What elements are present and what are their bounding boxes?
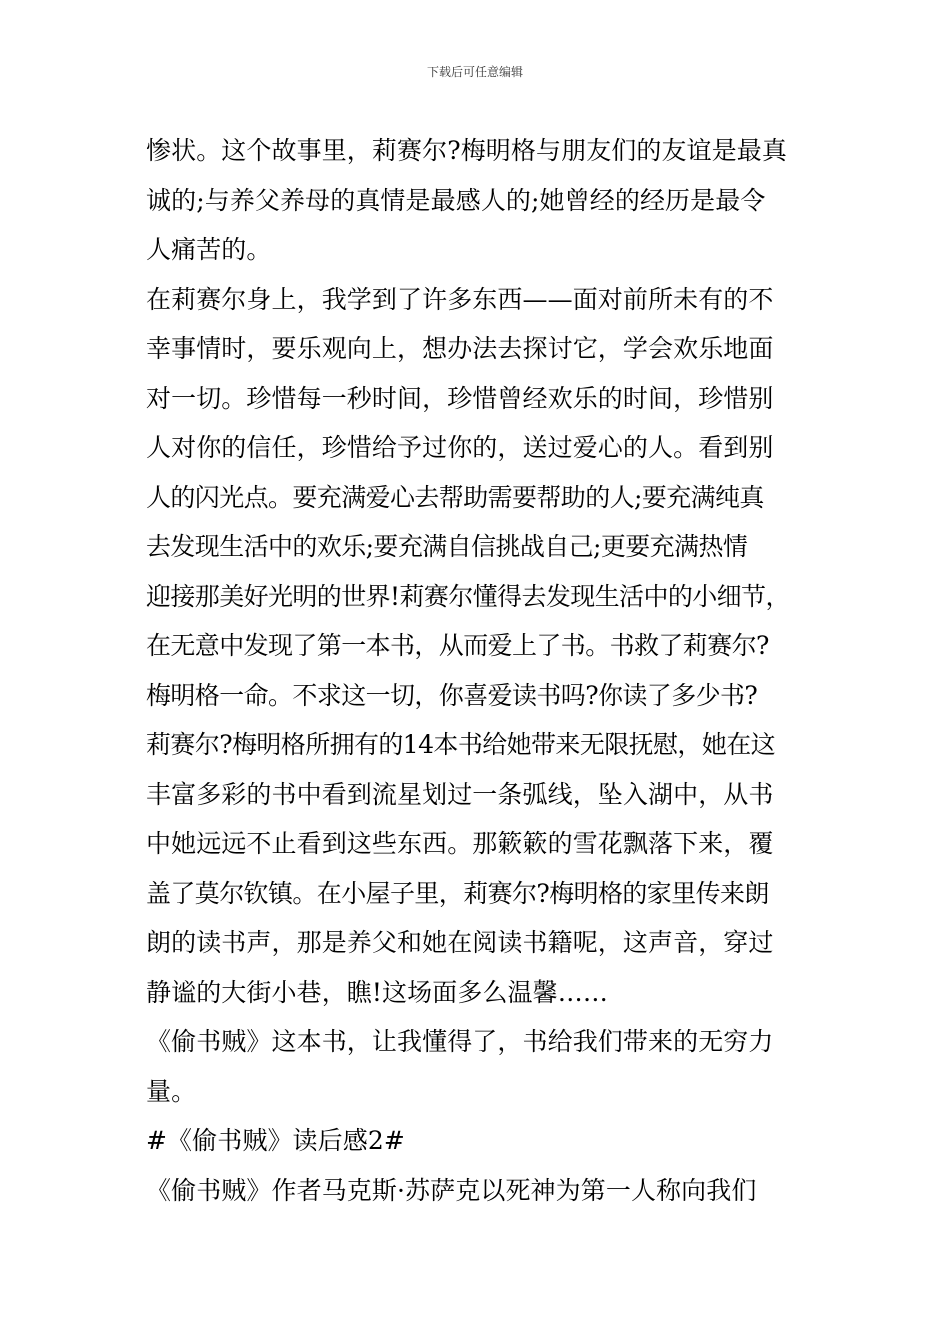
text-line: 人对你的信任，珍惜给予过你的，送过爱心的人。看到别	[146, 433, 774, 462]
text-line: 对一切。珍惜每一秒时间，珍惜曾经欢乐的时间，珍惜别	[146, 383, 774, 413]
text-line: 丰富多彩的书中看到流星划过一条弧线，坠入湖中，从书	[146, 779, 774, 809]
text-line: 莉赛尔?梅明格所拥有的14本书给她带来无限抚慰，她在这	[146, 730, 776, 759]
text-line: 迎接那美好光明的世界!莉赛尔懂得去发现生活中的小细节，	[146, 581, 790, 611]
text-line: 惨状。这个故事里，莉赛尔?梅明格与朋友们的友谊是最真	[146, 136, 788, 165]
text-line: 在莉赛尔身上，我学到了许多东西——面对前所未有的不	[146, 284, 774, 314]
text-line: 中她远远不止看到这些东西。那簌簌的雪花飘落下来，覆	[146, 829, 774, 858]
text-line: 人痛苦的。	[146, 235, 272, 264]
text-line: 去发现生活中的欢乐;要充满自信挑战自己;更要充满热情	[146, 532, 748, 561]
page-header: 下载后可任意编辑	[426, 65, 523, 79]
text-line: 在无意中发现了第一本书，从而爱上了书。书救了莉赛尔?	[146, 631, 769, 660]
text-line: 《偷书贼》作者马克斯·苏萨克以死神为第一人称向我们	[146, 1175, 757, 1205]
text-line: 幸事情时，要乐观向上，想办法去探讨它，学会欢乐地面	[146, 334, 774, 363]
document-body	[146, 126, 816, 1215]
text-line: 人的闪光点。要充满爱心去帮助需要帮助的人;要充满纯真	[146, 482, 764, 512]
text-line: 盖了莫尔钦镇。在小屋子里，莉赛尔?梅明格的家里传来朗	[146, 878, 769, 908]
text-line: 诚的;与养父养母的真情是最感人的;她曾经的经历是最令	[146, 185, 766, 215]
text-line: 朗的读书声，那是养父和她在阅读书籍呢，这声音，穿过	[146, 928, 774, 957]
section-heading: #《偷书贼》读后感2#	[146, 1126, 405, 1155]
text-line: 梅明格一命。不求这一切，你喜爱读书吗?你读了多少书?	[146, 680, 758, 710]
text-line: 《偷书贼》这本书，让我懂得了，书给我们带来的无穷力	[146, 1027, 774, 1056]
text-line: 量。	[146, 1076, 197, 1106]
text-line: 静谧的大街小巷，瞧!这场面多么温馨……	[146, 977, 608, 1007]
